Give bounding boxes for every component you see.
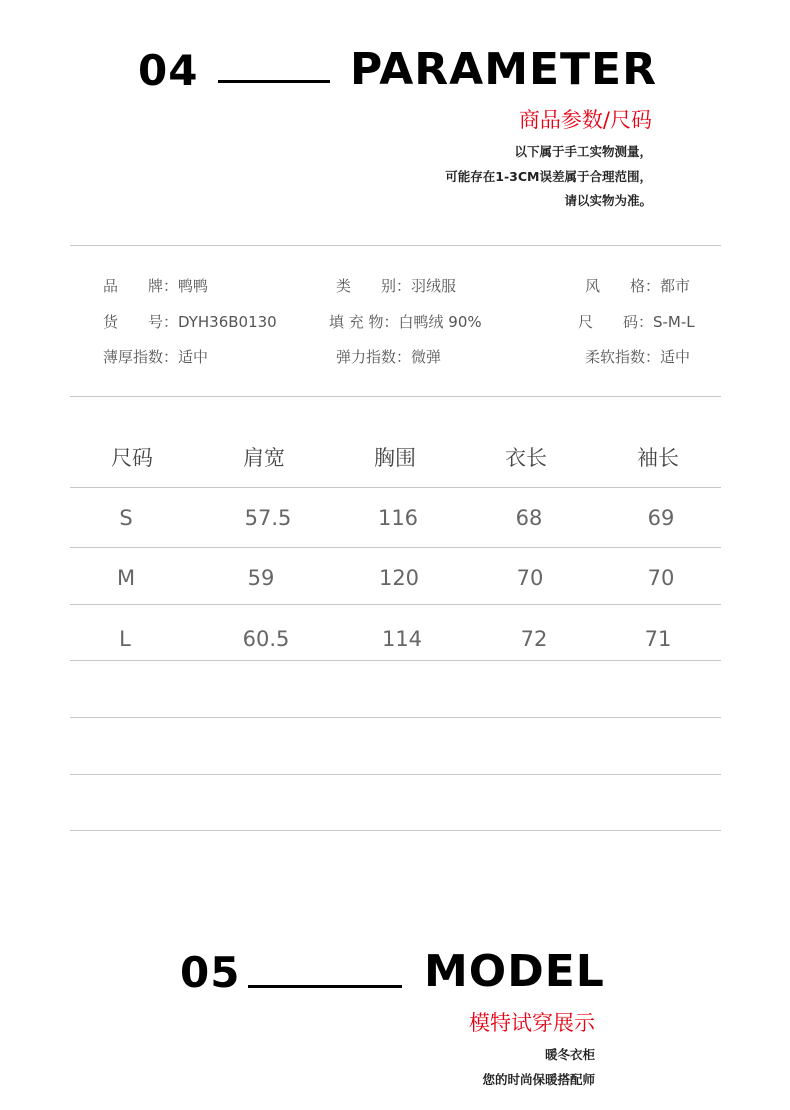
section-04-note-3: 请以实物为准。 xyxy=(564,193,652,208)
cell-length: 68 xyxy=(515,506,543,530)
cell-sleeve: 71 xyxy=(644,627,672,651)
cell-shoulder: 60.5 xyxy=(242,627,290,651)
cell-shoulder: 57.5 xyxy=(244,506,292,530)
cell-shoulder: 59 xyxy=(247,566,275,590)
section-05-number: 05 xyxy=(180,948,241,997)
table-divider xyxy=(70,660,721,661)
table-divider xyxy=(70,604,721,605)
cell-size: M xyxy=(116,566,136,590)
section-05-note-2: 您的时尚保暖搭配师 xyxy=(482,1072,595,1087)
cell-sleeve: 70 xyxy=(647,566,675,590)
param-item-no: 货 号：DYH36B0130 xyxy=(103,313,277,331)
params-top-divider xyxy=(70,245,721,246)
param-size: 尺 码：S-M-L xyxy=(578,313,695,331)
header-size: 尺码 xyxy=(111,446,153,470)
cell-size: S xyxy=(119,506,133,530)
header-shoulder: 肩宽 xyxy=(243,446,285,470)
header-length: 衣长 xyxy=(505,446,547,470)
cell-size: L xyxy=(119,627,131,651)
section-04-rule xyxy=(218,80,330,83)
param-elasticity: 弹力指数：微弹 xyxy=(336,348,442,366)
table-divider xyxy=(70,774,721,775)
header-sleeve: 袖长 xyxy=(637,446,679,470)
section-05-title: MODEL xyxy=(424,946,605,997)
section-05-rule xyxy=(248,985,402,988)
param-thickness: 薄厚指数：适中 xyxy=(103,348,209,366)
section-04-subtitle: 商品参数/尺码 xyxy=(518,108,652,132)
param-softness: 柔软指数：适中 xyxy=(585,348,691,366)
cell-chest: 116 xyxy=(377,506,419,530)
table-divider xyxy=(70,487,721,488)
section-04-number: 04 xyxy=(138,46,199,95)
params-bottom-divider xyxy=(70,396,721,397)
header-chest: 胸围 xyxy=(374,446,416,470)
section-04-note-2: 可能存在1-3CM误差属于合理范围， xyxy=(445,169,652,184)
section-04-note-1: 以下属于手工实物测量， xyxy=(514,144,652,159)
table-divider xyxy=(70,830,721,831)
param-brand: 品 牌：鸭鸭 xyxy=(103,277,209,295)
param-category: 类 别：羽绒服 xyxy=(336,277,457,295)
param-style: 风 格：都市 xyxy=(585,277,691,295)
table-divider xyxy=(70,547,721,548)
cell-sleeve: 69 xyxy=(647,506,675,530)
section-04-title: PARAMETER xyxy=(350,44,657,95)
section-05-subtitle: 模特试穿展示 xyxy=(469,1011,595,1035)
section-05-note-1: 暖冬衣柜 xyxy=(544,1047,595,1062)
cell-chest: 114 xyxy=(381,627,423,651)
table-divider xyxy=(70,717,721,718)
cell-length: 72 xyxy=(520,627,548,651)
cell-length: 70 xyxy=(516,566,544,590)
cell-chest: 120 xyxy=(378,566,420,590)
param-filling: 填 充 物：白鸭绒 90% xyxy=(329,313,482,331)
